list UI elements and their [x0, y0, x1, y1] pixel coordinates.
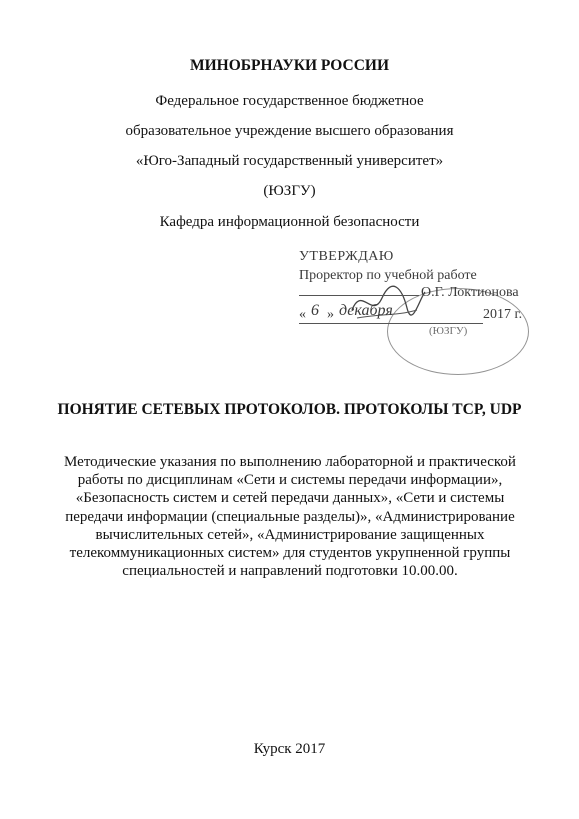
ministry-heading: МИНОБРНАУКИ РОССИИ	[189, 57, 390, 74]
description-line: вычислительных сетей», «Администрирование защищенных	[95, 526, 485, 543]
date-quote-open: «	[299, 307, 306, 322]
organization-line-1: Федеральное государственное бюджетное	[155, 93, 424, 109]
university-name: «Юго-Западный государственный университет»	[135, 153, 444, 169]
approval-stamp	[287, 240, 552, 375]
approval-day: 6	[311, 302, 319, 319]
document-title: ПОНЯТИЕ СЕТЕВЫХ ПРОТОКОЛОВ. ПРОТОКОЛЫ TCP, UDP	[57, 401, 522, 418]
approval-year: 2017 г.	[483, 307, 523, 322]
description-line: телекоммуникационных систем» для студентов укрупненной группы	[69, 545, 511, 562]
approve-label: УТВЕРЖДАЮ	[299, 249, 394, 264]
department-name: Кафедра информационной безопасности	[159, 214, 420, 230]
description-line: «Безопасность систем и сетей передачи данных», «Сети и системы	[75, 490, 505, 507]
document-description	[50, 453, 530, 580]
description-line: работы по дисциплинам «Сети и системы передачи информации»,	[77, 472, 503, 489]
approver-name: О.Г. Локтионова	[421, 285, 519, 300]
description-line: специальностей и направлений подготовки 10.00.00.	[122, 563, 458, 580]
seal-text: (ЮЗГУ)	[429, 325, 468, 337]
approver-position: Проректор по учебной работе	[299, 268, 477, 283]
signature-line	[299, 295, 419, 296]
organization-line-2: образовательное учреждение высшего образования	[125, 123, 454, 139]
date-line	[299, 323, 483, 324]
approval-month: декабря	[339, 302, 393, 319]
city-year: Курск 2017	[253, 741, 326, 757]
description-line: Методические указания по выполнению лабораторной и практической	[64, 454, 516, 470]
date-quote-close: »	[327, 307, 334, 322]
description-line: передачи информации (специальные разделы)», «Администрирование	[65, 508, 515, 525]
university-abbreviation: (ЮЗГУ)	[263, 183, 316, 199]
